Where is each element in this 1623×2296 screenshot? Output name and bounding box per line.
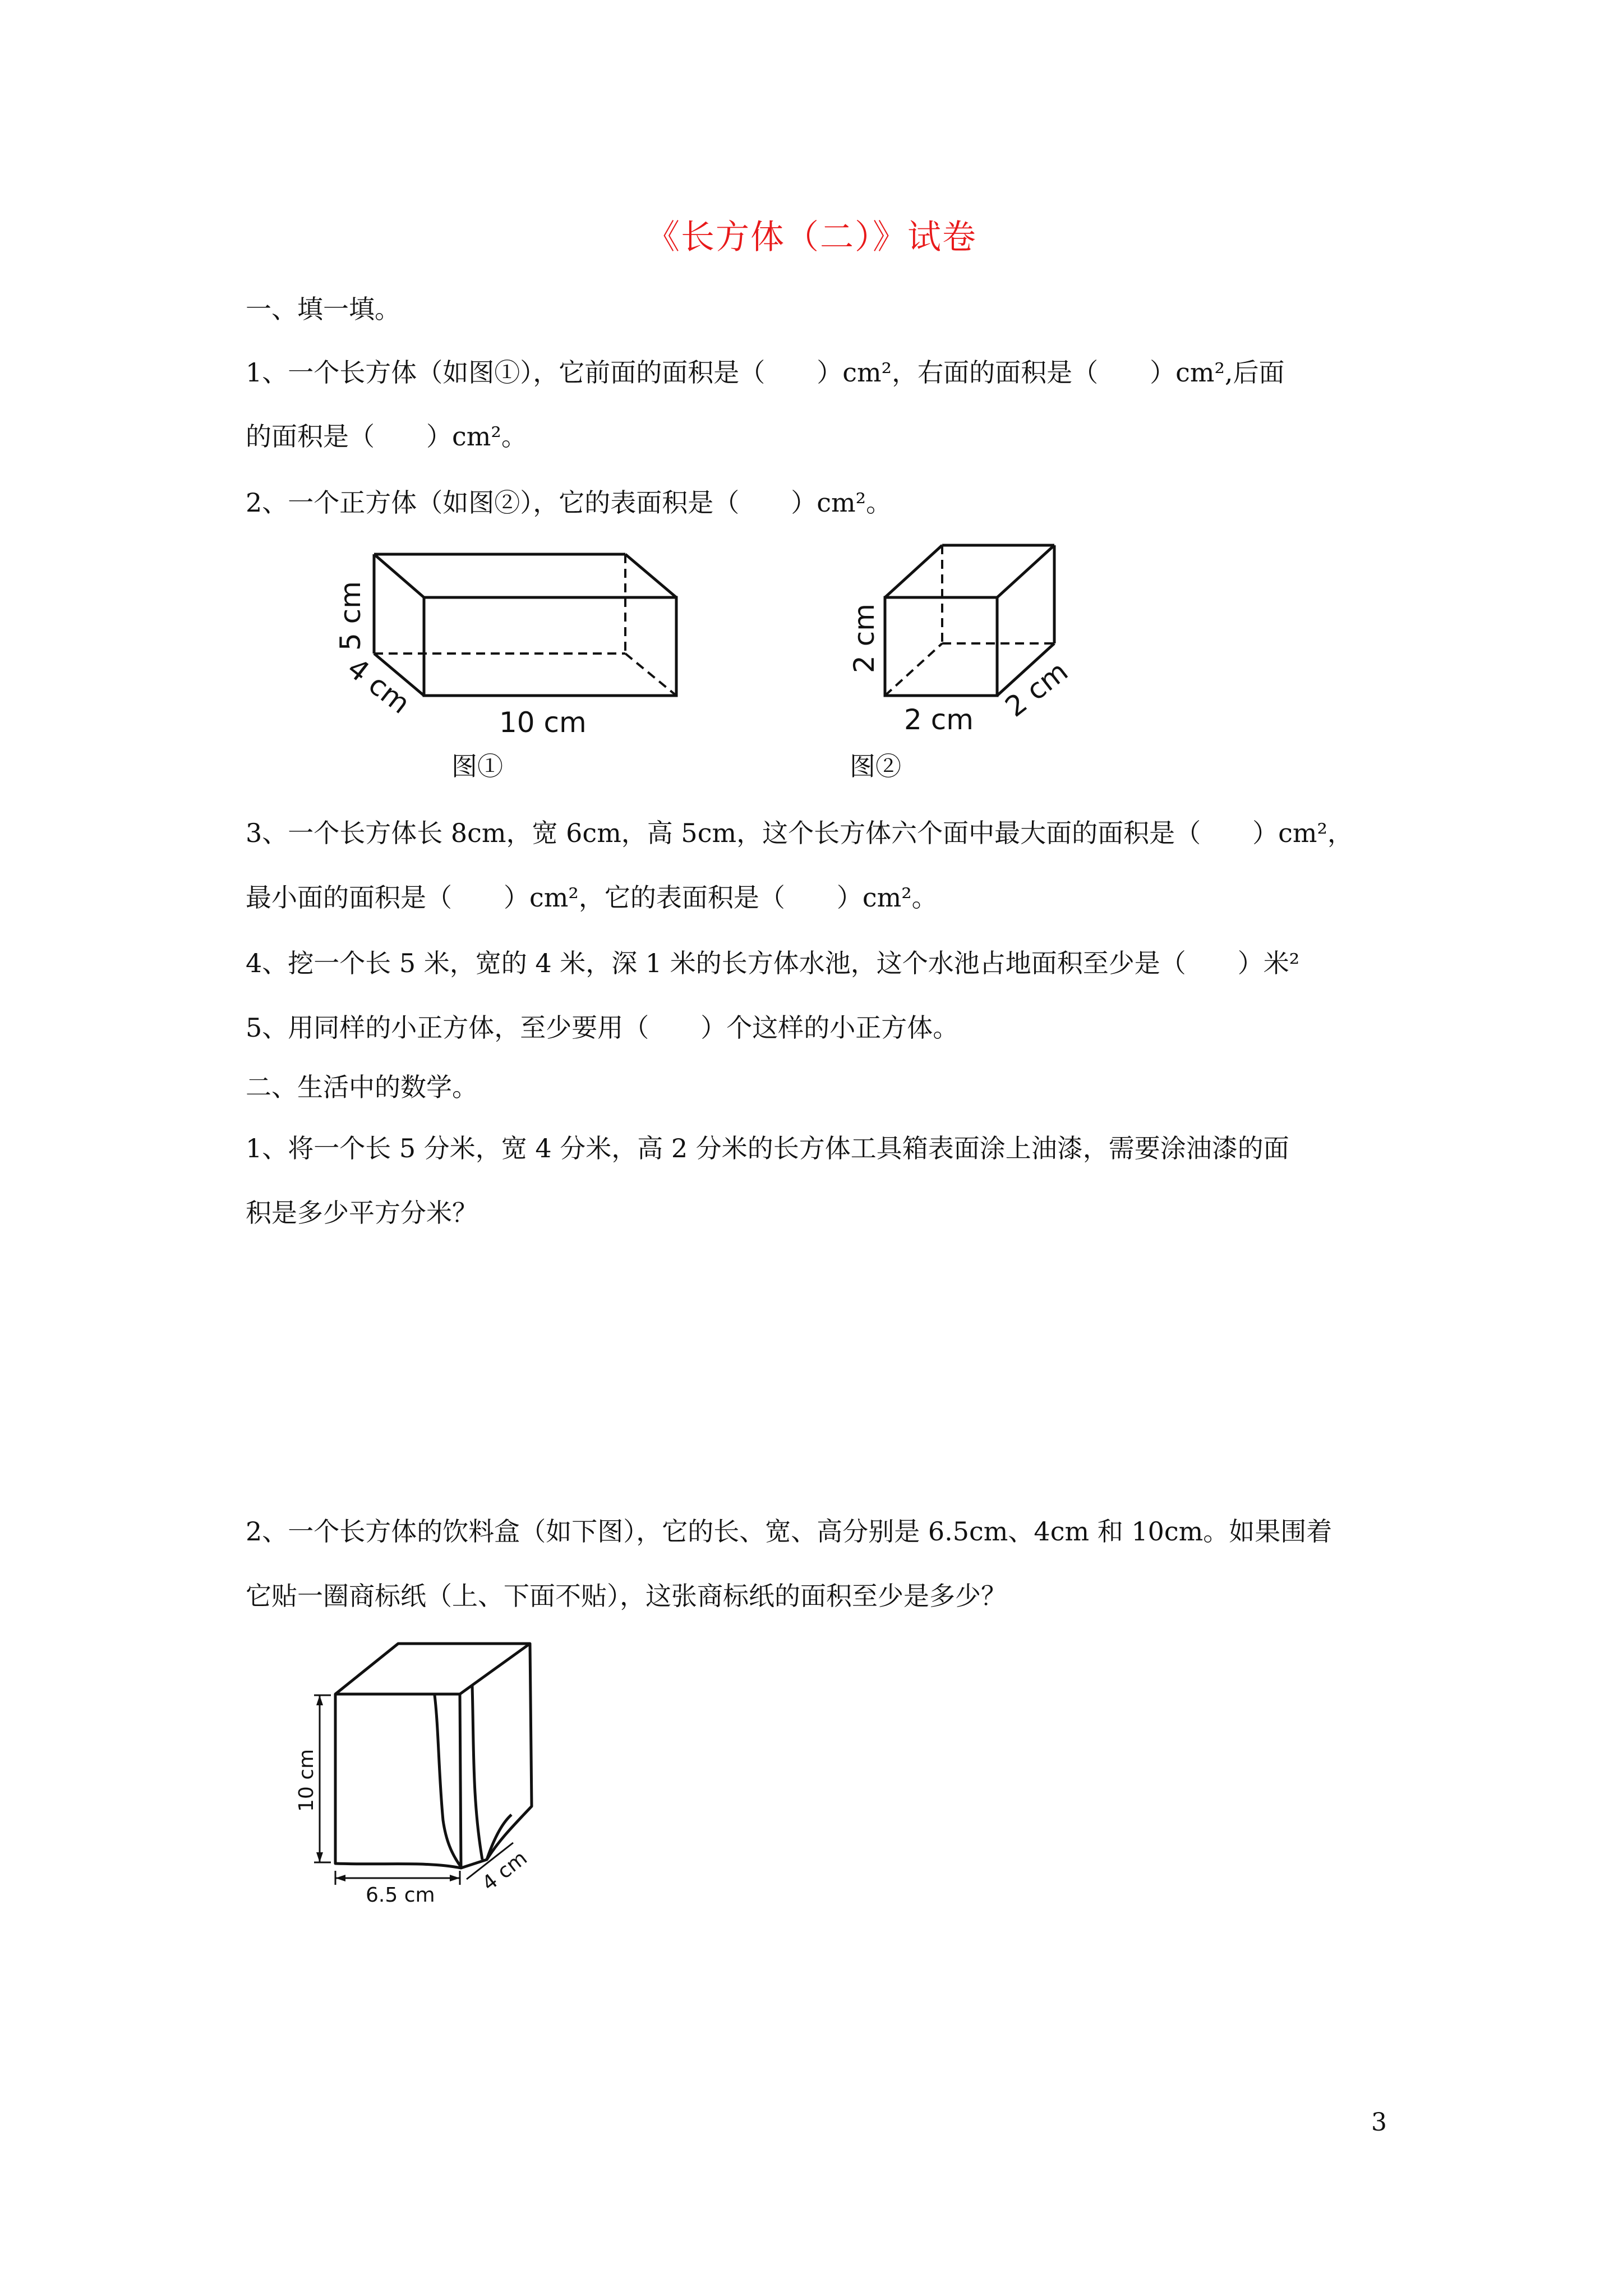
page-title: 《长方体（二）》试卷 [646,218,977,257]
figure-2-depth-label: 2 cm [999,655,1075,724]
question-4: 4、挖一个长 5 米，宽的 4 米，深 1 米的长方体水池，这个水池占地面积至少是（ ）米² [246,948,1300,978]
figure-3-length-label: 6.5 cm [366,1884,435,1907]
figure-1-depth-label: 4 cm [341,651,416,720]
question-2: 2、一个正方体（如图②），它的表面积是（ ）cm²。 [246,487,892,518]
figure-1-length-label: 10 cm [499,706,587,739]
figure-3-drink-box [292,1632,583,1907]
section2-heading: 二、生活中的数学。 [246,1072,478,1102]
figure-1-caption: 图① [451,751,503,781]
figure-2-cube [836,539,1099,740]
section1-heading: 一、填一填。 [246,294,400,324]
figure-1-cuboid [325,539,707,740]
figure-2-length-label: 2 cm [904,703,974,736]
question-1-line2: 的面积是（ ）cm²。 [246,421,527,452]
figure-3-height-label: 10 cm [295,1749,318,1812]
figure-1-height-label: 5 cm [334,581,367,651]
question-3-line2: 最小面的面积是（ ）cm²，它的表面积是（ ）cm²。 [246,882,938,913]
question-5: 5、用同样的小正方体，至少要用（ ）个这样的小正方体。 [246,1013,959,1043]
page-number: 3 [1371,2108,1387,2137]
life-question-1-line2: 积是多少平方分米？ [246,1198,478,1228]
question-3-line1: 3、一个长方体长 8cm，宽 6cm，高 5cm，这个长方体六个面中最大面的面积是（ ）cm²， [246,818,1353,848]
question-1-line1: 1、一个长方体（如图①），它前面的面积是（ ）cm²，右面的面积是（ ）cm²,后面 [246,357,1285,388]
life-question-2-line1: 2、一个长方体的饮料盒（如下图），它的长、宽、高分别是 6.5cm、4cm 和 10cm。如果围着 [246,1516,1332,1547]
life-question-1-line1: 1、将一个长 5 分米，宽 4 分米，高 2 分米的长方体工具箱表面涂上油漆，需要涂油漆的面 [246,1133,1289,1163]
life-question-2-line2: 它贴一圈商标纸（上、下面不贴），这张商标纸的面积至少是多少？ [246,1581,1007,1611]
figure-2-caption: 图② [850,751,901,781]
figure-3-depth-label: 4 cm [478,1846,532,1896]
figure-2-height-label: 2 cm [848,604,880,673]
